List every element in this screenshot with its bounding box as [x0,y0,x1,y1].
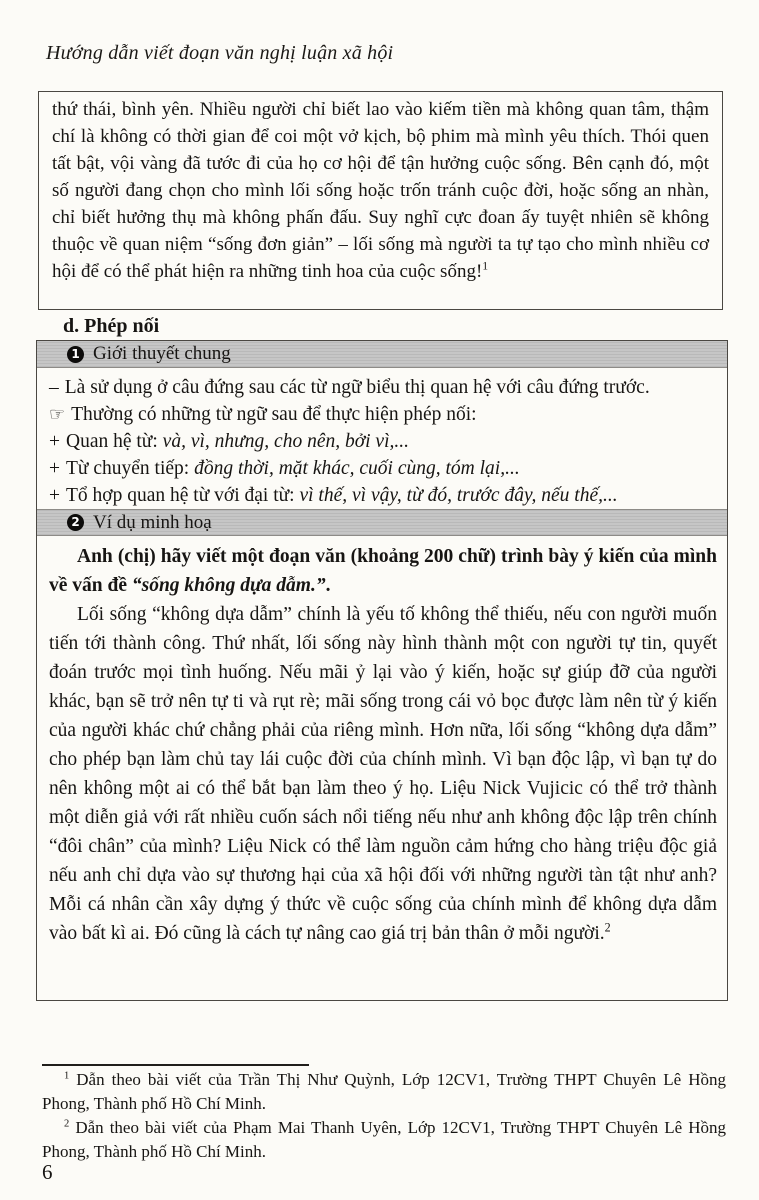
lesson-box [36,340,728,1001]
rule-label: Quan hệ từ: [66,431,158,452]
rule-examples: đồng thời, mặt khác, cuối cùng, tóm lại,... [194,458,520,479]
circled-number-2-icon: 2 [67,514,84,531]
rule-line-pronoun-combos [49,482,717,509]
quoted-essay-paragraph [52,96,709,285]
subsection-title-2: Ví dụ minh hoạ [93,511,212,533]
footnote-1 [42,1068,726,1116]
circled-number-1-icon: 1 [67,346,84,363]
footnotes [42,1068,726,1164]
rule-examples: vì thế, vì vậy, từ đó, trước đây, nếu thế,... [299,485,618,506]
footnote-divider [42,1064,309,1066]
rules-list [37,368,727,509]
rule-label: Tổ hợp quan hệ từ với đại từ: [66,485,295,506]
running-head: Hướng dẫn viết đoạn văn nghị luận xã hội [46,42,394,64]
footnote-2-marker: 2 [64,1118,70,1130]
page-number: 6 [42,1160,53,1184]
rule-line-definition [49,374,717,401]
prompt-tail: . [325,575,331,596]
essay-prompt [37,542,727,600]
plus-bullet: + [49,485,60,506]
plus-bullet: + [49,458,60,479]
rule-line-note [49,401,717,428]
footnote-2 [42,1116,726,1164]
subsection-title-1: Giới thuyết chung [93,343,231,364]
footnote-1-text: Dẫn theo bài viết của Trần Thị Như Quỳnh, Lớp 12CV1, Trường THPT Chuyên Lê Hồng Phong, Thành phố Hồ Chí Minh. [42,1070,726,1113]
footnote-ref-2: 2 [604,920,611,935]
rule-line-transition-words [49,455,717,482]
rule-definition-text: Là sử dụng ở câu đứng sau các từ ngữ biểu thị quan hệ với câu đứng trước. [64,377,650,398]
prompt-lead: Anh (chị) hãy viết một đoạn văn (khoảng 200 chữ) trình bày ý kiến của mình về vấn đề [49,546,717,596]
sample-essay-text: Lối sống “không dựa dẫm” chính là yếu tố không thể thiếu, nếu con người muốn tiến tới thành công. Thứ nhất, lối sống này hình thành một con người tự tin, quyết đoán trước mọi tình huống. Nếu mãi ỷ lại vào ý kiến, hoặc sự giúp đỡ của người khác, bạn sẽ trở nên tự ti và rụt rè; mãi sống trong cái vỏ bọc được làm nên từ ý kiến của người khác chứ chẳng phải của riêng mình. Hơn nữa, lối sống “không dựa dẫm” cho phép bạn làm chủ tay lái cuộc đời của chính mình. Vì bạn độc lập, vì bạn tự do nên không một ai có thể bắt bạn làm theo ý họ. Liệu Nick Vujicic có thể trở thành một diễn giả với rất nhiều cuốn sách nổi tiếng nếu như anh không độc lập trên chính “đôi chân” của mình? Liệu Nick có thể làm nguồn cảm hứng cho hàng triệu độc giả nếu anh chỉ dựa vào sự thương hại của xã hội đối với những người tàn tật như anh? Mỗi cá nhân cần xây dựng ý thức về cuộc sống của chính mình để không dựa dẫm vào bất kì ai. Đó cũng là cách tự nâng cao giá trị bản thân ở mỗi người. [49,604,717,944]
pointing-hand-icon: ☞ [49,404,66,425]
footnote-1-marker: 1 [64,1070,70,1082]
sample-essay [37,600,727,948]
rule-line-relation-words [49,428,717,455]
section-heading: d. Phép nối [63,315,160,337]
plus-bullet: + [49,431,60,452]
footnote-ref-1: 1 [482,259,489,273]
quoted-essay-text: thứ thái, bình yên. Nhiều người chỉ biết lao vào kiếm tiền mà không quan tâm, thậm chí là không có thời gian để coi một vở kịch, bộ phim mà mình yêu thích. Thói quen tất bật, vội vàng đã tước đi của họ cơ hội để tận hưởng cuộc sống. Bên cạnh đó, một số người đang chọn cho mình lối sống hoặc trốn tránh cuộc đời, hoặc sống an nhàn, chỉ biết hưởng thụ mà không phấn đấu. Suy nghĩ cực đoan ấy tuyệt nhiên sẽ không thuộc về quan niệm “sống đơn giản” – lối sống mà người ta tự tạo cho mình nhiều cơ hội để có thể phát hiện ra những tinh hoa của cuộc sống! [52,99,709,282]
dash-bullet: – [49,377,59,398]
subsection-header-1 [37,341,727,368]
rule-note-text: Thường có những từ ngữ sau để thực hiện phép nối: [71,404,477,425]
prompt-topic: “sống không dựa dẫm.” [131,575,326,596]
footnote-2-text: Dẫn theo bài viết của Phạm Mai Thanh Uyên, Lớp 12CV1, Trường THPT Chuyên Lê Hồng Phong, Thành phố Hồ Chí Minh. [42,1118,726,1161]
rule-label: Từ chuyển tiếp: [66,458,190,479]
rule-examples: và, vì, nhưng, cho nên, bởi vì,... [162,431,409,452]
subsection-header-2 [37,509,727,536]
quoted-essay-box [38,91,723,310]
